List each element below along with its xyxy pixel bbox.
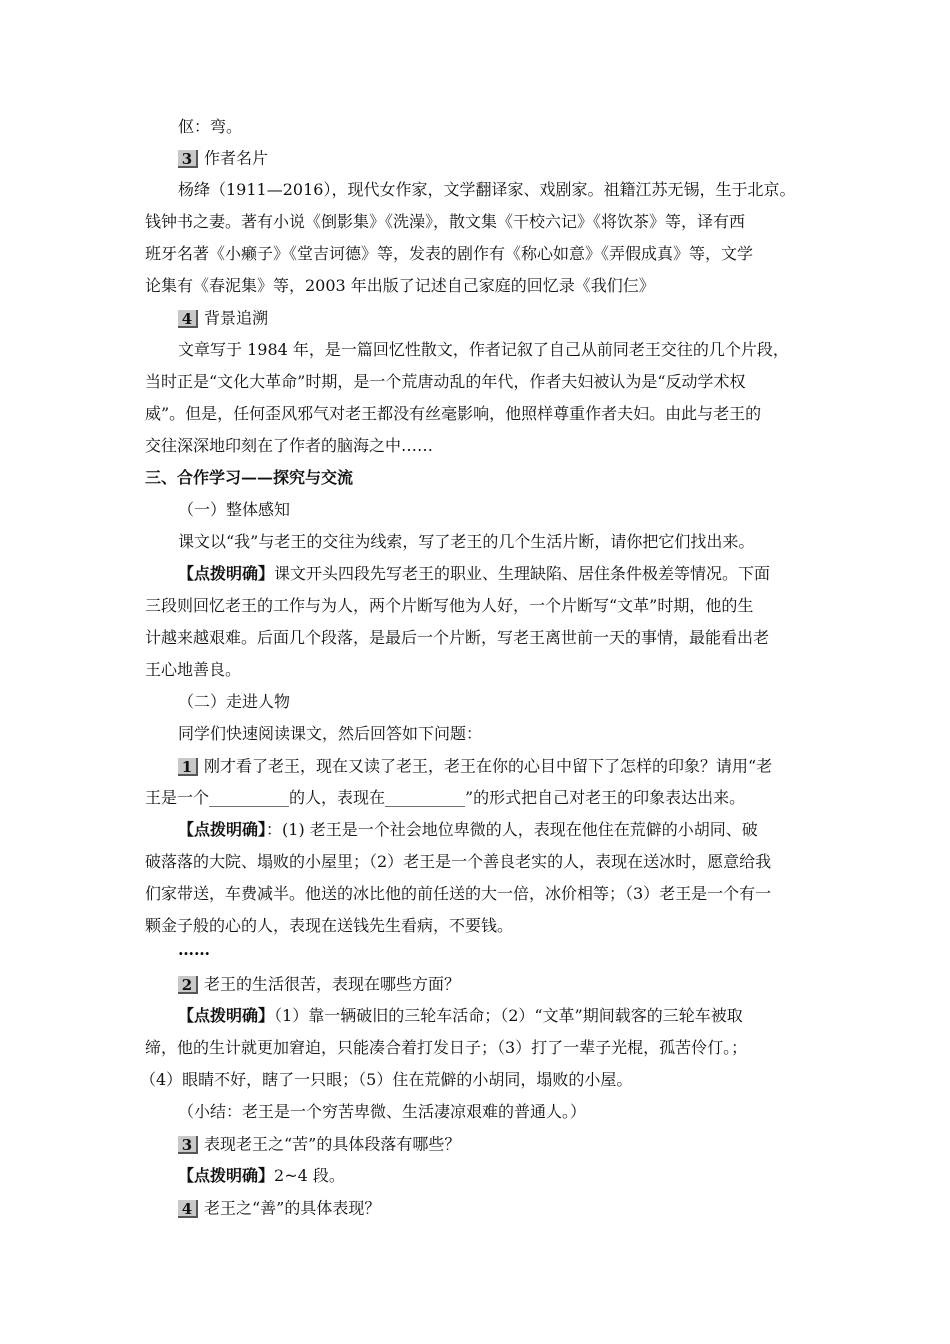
- section-title: 作者名片: [204, 148, 269, 168]
- question-text: 刚才看了老王，现在又读了老王，老王在你的心目中留下了怎样的印象？请用“老: [204, 756, 773, 776]
- answer-text: （1）靠一辆破旧的三轮车活命；（2）“文革”期间载客的三轮车被取: [274, 1006, 743, 1025]
- paragraph-line: 三段则回忆老王的工作与为人，两个片断写他为人好，一个片断写“文革”时期，他的生: [145, 596, 754, 615]
- question-3: [178, 1134, 460, 1155]
- answer-line: [178, 564, 770, 584]
- answer-text: ：(1) 老王是一个社会地位卑微的人，表现在他住在荒僻的小胡同、破: [266, 820, 758, 839]
- subsection-heading: （一）整体感知: [178, 500, 291, 519]
- paragraph-line: 课文以“我”与老王的交往为线索，写了老王的几个生活片断，请你把它们找出来。: [178, 532, 755, 551]
- paragraph-line: 计越来越艰难。后面几个段落，是最后一个片断，写老王离世前一天的事情，最能看出老: [145, 628, 770, 647]
- paragraph-line: 王是一个__________的人，表现在__________”的形式把自己对老王的印象表达出来。: [145, 788, 746, 807]
- ellipsis: ……: [178, 940, 210, 959]
- paragraph-line: 破落落的大院、塌败的小屋里；（2）老王是一个善良老实的人，表现在送冰时，愿意给我: [145, 852, 772, 871]
- paragraph-line: 钱钟书之妻。著有小说《倒影集》《洗澡》，散文集《干校六记》《将饮茶》等，译有西: [145, 212, 746, 231]
- question-text: 老王之“善”的具体表现？: [204, 1198, 381, 1218]
- section-background: [178, 308, 268, 329]
- answer-label: 【点拨明确】: [178, 1006, 275, 1025]
- question-text: 老王的生活很苦，表现在哪些方面？: [204, 974, 461, 994]
- answer-label: 【点拨明确】: [178, 820, 267, 839]
- answer-text: 2~4 段。: [274, 1166, 345, 1185]
- subsection-heading: （二）走进人物: [178, 692, 291, 711]
- answer-line: [178, 1006, 743, 1026]
- section-author-card: [178, 148, 268, 169]
- paragraph-line: 颗金子般的心的人，表现在送钱先生看病，不要钱。: [145, 916, 514, 935]
- paragraph-line: 文章写于 1984 年，是一篇回忆性散文，作者记叙了自己从前同老王交往的几个片段，: [178, 340, 789, 359]
- answer-label: 【点拨明确】: [178, 564, 275, 583]
- section-heading: 三、合作学习——探究与交流: [145, 468, 354, 487]
- paragraph-line: 交往深深地印刻在了作者的脑海之中……: [145, 436, 434, 455]
- answer-label: 【点拨明确】: [178, 1166, 275, 1185]
- question-2: [178, 974, 460, 995]
- section-title: 背景追溯: [204, 308, 269, 328]
- question-1: [178, 756, 772, 777]
- summary-line: （小结：老王是一个穷苦卑微、生活凄凉艰难的普通人。）: [178, 1102, 587, 1121]
- paragraph-line: 们家带送，车费减半。他送的冰比他的前任送的大一倍，冰价相等；（3）老王是一个有一: [145, 884, 772, 903]
- paragraph-line: （4）眼睛不好，瞎了一只眼；（5）住在荒僻的小胡同，塌败的小屋。: [140, 1070, 633, 1089]
- answer-line: [178, 1166, 345, 1186]
- paragraph-line: 杨绛（1911—2016），现代女作家，文学翻译家、戏剧家。祖籍江苏无锡，生于北京。: [178, 180, 796, 199]
- definition-line: 伛：弯。: [178, 117, 243, 136]
- question-number-badge: 3: [178, 1136, 198, 1154]
- paragraph-line: 威”。但是，任何歪风邪气对老王都没有丝毫影响，他照样尊重作者夫妇。由此与老王的: [145, 404, 762, 423]
- question-4: [178, 1198, 380, 1219]
- paragraph-line: 王心地善良。: [145, 660, 242, 679]
- paragraph-line: 缔，他的生计就更加窘迫，只能凑合着打发日子；（3）打了一辈子光棍，孤苦伶仃。；: [145, 1038, 748, 1057]
- paragraph-line: 当时正是“文化大革命”时期，是一个荒唐动乱的年代，作者夫妇被认为是“反动学术权: [145, 372, 746, 391]
- paragraph-line: 班牙名著《小癞子》《堂吉诃德》等，发表的剧作有《称心如意》《弄假成真》等，文学: [145, 244, 754, 263]
- question-number-badge: 4: [178, 1200, 198, 1218]
- answer-text: 课文开头四段先写老王的职业、生理缺陷、居住条件极差等情况。下面: [274, 564, 771, 583]
- section-number-badge: 4: [178, 310, 198, 328]
- section-number-badge: 3: [178, 150, 198, 168]
- question-number-badge: 1: [178, 758, 198, 776]
- paragraph-line: 论集有《春泥集》等，2003 年出版了记述自己家庭的回忆录《我们仨》: [145, 276, 655, 295]
- answer-line: [178, 820, 758, 840]
- question-number-badge: 2: [178, 976, 198, 994]
- paragraph-line: 同学们快速阅读课文，然后回答如下问题：: [178, 724, 483, 743]
- question-text: 表现老王之“苦”的具体段落有哪些？: [204, 1134, 461, 1154]
